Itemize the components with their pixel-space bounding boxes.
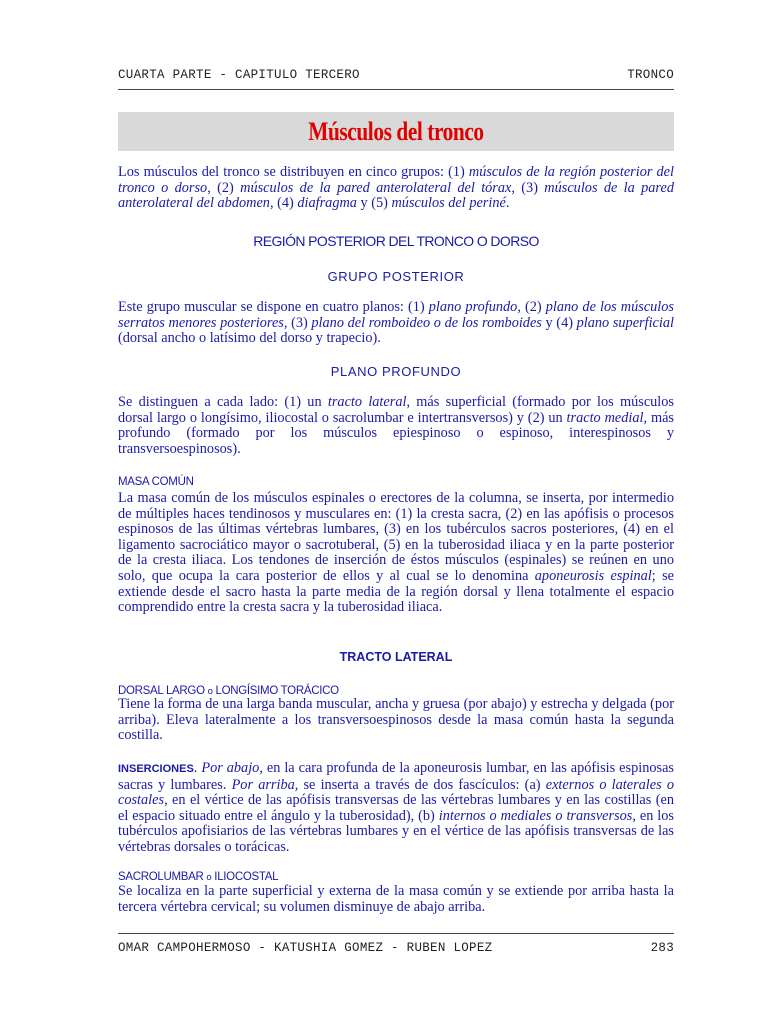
- grupo-heading: GRUPO POSTERIOR: [327, 269, 465, 284]
- grupo-text: (dorsal ancho o latísimo del dorso y trapecio).: [118, 330, 381, 347]
- inserciones-emphasis: Por arriba: [231, 776, 295, 793]
- masa-heading: MASA COMÚN: [118, 476, 194, 488]
- masa-emphasis: aponeurosis espinal: [534, 567, 652, 584]
- intro-text: .: [505, 195, 510, 212]
- region-heading: REGIÓN POSTERIOR DEL TRONCO O DORSO: [253, 233, 539, 249]
- running-header: [118, 68, 674, 82]
- masa-text: ; se extiende desde el sacro hasta la parte media de la región dorsal y llena totalmente el espacio comprendido entre la cresta sacra y la tuberosidad iliaca.: [118, 567, 674, 616]
- sacro-heading-text: SACROLUMBAR: [118, 871, 207, 883]
- tracto-heading: TRACTO LATERAL: [339, 650, 453, 664]
- intro-emphasis: músculos del periné: [391, 195, 506, 212]
- inserciones-emphasis: Por abajo: [201, 760, 260, 776]
- intro-text: , (2): [207, 179, 241, 196]
- grupo-text: , (3): [283, 314, 312, 331]
- header-rule: [118, 89, 674, 90]
- intro-emphasis: músculos de la pared anterolateral del tórax: [240, 179, 512, 196]
- footer-authors: OMAR CAMPOHERMOSO - KATUSHIA GOMEZ - RUBEN LOPEZ: [118, 941, 493, 955]
- inserciones-label: INSERCIONES: [118, 763, 194, 775]
- footer-rule: [118, 933, 674, 934]
- intro-emphasis: diafragma: [297, 195, 357, 212]
- plano-text: Se distinguen a cada lado: (1) un: [118, 394, 328, 410]
- dorsal-paragraph: [118, 697, 674, 744]
- header-section: TRONCO: [627, 68, 674, 82]
- intro-text: Los músculos del tronco se distribuyen en cinco grupos: (1): [118, 164, 469, 180]
- sacro-heading-text: ILIOCOSTAL: [211, 871, 279, 883]
- intro-emphasis: músculos de la pared anterolateral del abdomen: [118, 179, 674, 212]
- grupo-emphasis: plano profundo,: [428, 299, 521, 315]
- page-title: Músculos del tronco: [308, 117, 484, 146]
- plano-heading: PLANO PROFUNDO: [330, 364, 462, 379]
- grupo-text: y (4): [541, 314, 577, 331]
- inserciones-emphasis: externos o laterales o costales: [118, 776, 674, 809]
- grupo-emphasis: plano del romboideo o de los romboides: [311, 314, 542, 331]
- intro-emphasis: músculos de la región posterior del tronco o dorso: [118, 164, 674, 196]
- inserciones-emphasis: internos o mediales o transversos: [438, 807, 633, 824]
- masa-text: La masa común de los músculos espinales o erectores de la columna, se inserta, por intermedio de múltiples haces tendinosos y musculares en: (1) la cresta sacra, (2) en las apófisis o procesos espinosos de las últimas vértebras lumbares, (3) en los tubérculos sacros posteriores, (4) en el ligamento sacrociático mayor o sacrotuberal, (5) en la tuberosidad iliaca y en la parte posterior de la cresta iliaca. Los tendones de inserción de éstos músculos (espinales) se reúnen en uno solo, que ocupa la cara posterior de ellos y al cual se lo denomina: [118, 490, 674, 584]
- sacro-heading-connector: o: [206, 872, 212, 883]
- grupo-text: (2): [520, 299, 546, 315]
- plano-emphasis: tracto medial: [566, 409, 644, 426]
- inserciones-text: , en los tubérculos apofisiarios de las vértebras lumbares y en el vértice de las apófisis transversas de las vértebras dorsales o torácicas.: [118, 807, 674, 855]
- header-chapter: CUARTA PARTE - CAPITULO TERCERO: [118, 68, 360, 82]
- inserciones-text: , se inserta a través de dos fascículos: (a): [294, 776, 546, 793]
- inserciones-text: .: [193, 760, 202, 776]
- title-box: [118, 112, 674, 151]
- sacro-text: Se localiza en la parte superficial y externa de la masa común y se extiende por arriba hasta la tercera vértebra cervical; su volumen disminuye de abajo arriba.: [118, 883, 674, 915]
- intro-paragraph: [118, 165, 674, 212]
- intro-text: , (4): [269, 195, 298, 212]
- inserciones-text: , en la cara profunda de la aponeurosis lumbar, en las apófisis espinosas sacras y lumbares.: [118, 760, 674, 793]
- sacro-paragraph: [118, 884, 674, 915]
- inserciones-paragraph: [118, 761, 674, 856]
- page-number: 283: [650, 941, 674, 955]
- plano-emphasis: tracto lateral: [327, 394, 407, 410]
- running-footer: [118, 941, 674, 955]
- masa-paragraph: [118, 491, 674, 616]
- dorsal-heading-connector: o: [207, 686, 213, 697]
- intro-text: y (5): [356, 195, 392, 212]
- grupo-emphasis: plano superficial: [576, 314, 674, 331]
- intro-text: , (3): [511, 179, 545, 196]
- dorsal-heading-text: LONGÍSIMO TORÁCICO: [212, 685, 339, 697]
- dorsal-heading-text: DORSAL LARGO: [118, 685, 208, 697]
- grupo-paragraph: [118, 300, 674, 347]
- plano-paragraph: [118, 395, 674, 457]
- grupo-emphasis: plano de los músculos serratos menores posteriores: [118, 299, 674, 331]
- grupo-text: Este grupo muscular se dispone en cuatro planos: (1): [118, 299, 429, 315]
- plano-text: , más profundo (formado por los músculos epiespinoso o espinoso, interespinosos y transversoespinosos).: [118, 409, 674, 457]
- dorsal-text: Tiene la forma de una larga banda muscular, ancha y gruesa (por abajo) y estrecha y delgada (por arriba). Eleva lateralmente a los transversoespinosos desde la masa común hasta la segunda costilla.: [118, 696, 674, 744]
- plano-text: , más superficial (formado por los músculos dorsal largo o longísimo, iliocostal o sacrolumbar e intertransversos) y (2) un: [118, 394, 674, 426]
- inserciones-text: , en el vértice de las apófisis transversas de las vértebras lumbares y en las costillas (en el espacio situado entre el ángulo y la tuberosidad), (b): [118, 792, 674, 824]
